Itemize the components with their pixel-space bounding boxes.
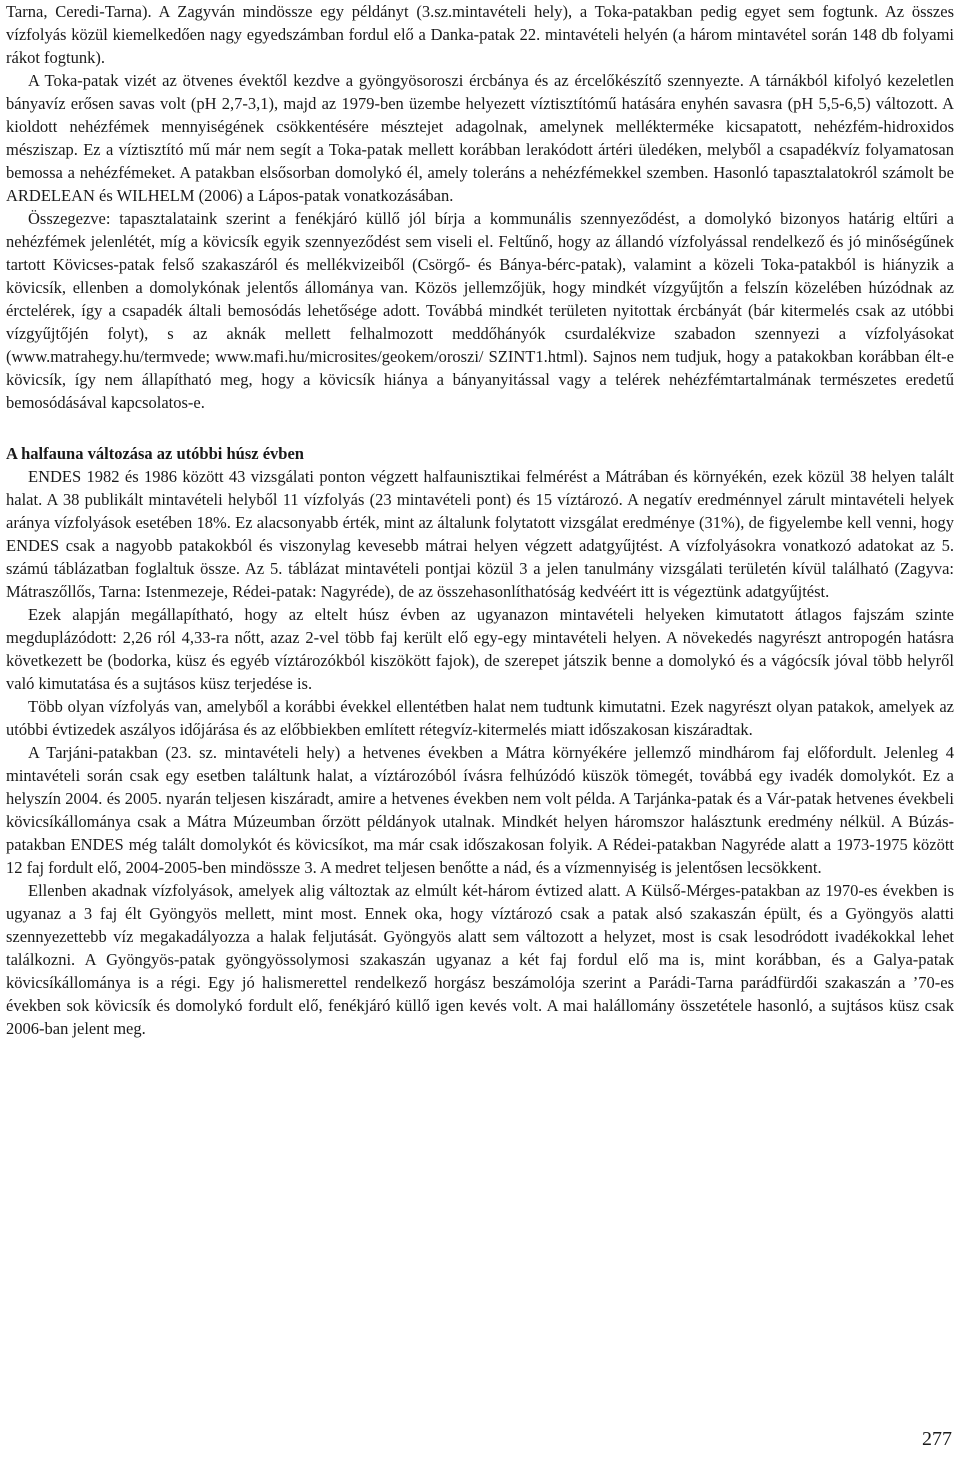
paragraph: Több olyan vízfolyás van, amelyből a korábbi évekkel ellentétben halat nem tudtunk kimutatni. Ezek nagyrészt olyan patakok, amelyek az utóbbi évtizedek aszályos időjárása és az előbbiekben említett rétegvíz-kitermelés miatt időszakosan kiszáradtak. bbox=[6, 697, 954, 739]
paragraph: Tarna, Ceredi-Tarna). A Zagyván mindössze egy példányt (3.sz.mintavételi hely), a Toka-patakban pedig egyet sem fogtunk. Az összes vízfolyás közül kiemelkedően nagy egyedszámban fordul elő a Danka-patak 22. mintavételi helyén (a három mintavétel során 148 db folyami rákot fogtunk). bbox=[6, 2, 954, 67]
paragraph: Ellenben akadnak vízfolyások, amelyek alig változtak az elmúlt két-három évtized alatt. A Külső-Mérges-patakban az 1970-es években is ugyanaz a 3 faj élt Gyöngyös mellett, mint most. Ennek oka, hogy víztározó csak a patak alsó szakaszán épült, és a Gyöngyös alatti szennyezettebb víz megakadályozza a halak feljutását. Gyöngyös alatt sem változott a helyzet, most is csak lesodródott ivadékokkal lehet találkozni. A Gyöngyös-patak gyöngyössolymosi szakaszán ugyanaz a két faj fordul elő ma is, mint korábban, és a Galya-patak kövicsíkállománya is a régi. Egy jó halismerettel rendelkező horgász beszámolója szerint a Parádi-Tarna parádfürdői szakaszán a ’70-es években sok kövicsík és domolykó fordult elő, fenékjáró küllő igen kevés volt. A mai halállomány összetétele hasonló, a sujtásos küsz csak 2006-ban jelent meg. bbox=[6, 881, 954, 1038]
paragraph: Ezek alapján megállapítható, hogy az eltelt húsz évben az ugyanazon mintavételi helyeken kimutatott átlagos fajszám szinte megduplázódott: 2,26 ról 4,33-ra nőtt, azaz 2-vel több faj került elő egy-egy mintavételi helyen. A növekedés nagyrészt antropogén hatásra következett be (bodorka, küsz és egyéb víztározókból kiszökött fajok), de szerepet játszik benne a domolykó és a vágócsík jóval több helyről való kimutatása és a sujtásos küsz terjedése is. bbox=[6, 605, 954, 693]
paragraph: A Tarjáni-patakban (23. sz. mintavételi hely) a hetvenes években a Mátra környékére jellemző mindhárom faj előfordult. Jelenleg 4 mintavételi során csak egy esetben találtunk halat, a víztározóból ívásra felhúzódó küszök tömegét, továbbá egy ivadék domolykót. Ez a helyszín 2004. és 2005. nyarán teljesen kiszáradt, amire a hetvenes években nem volt példa. A Tarjánka-patak és a Vár-patak hetvenes évekbeli kövicsíkállománya csak a Mátra Múzeumban őrzött példányok utalnak. Mindkét helyen háromszor halásztunk eredmény nélkül. A Búzás-patakban ENDES még talált domolykót és kövicsíkot, ma már csak időszakosan folyik. A Rédei-patakban Nagyréde alatt a 1973-1975 között 12 faj fordult elő, 2004-2005-ben mindössze 3. A medret teljesen benőtte a nád, és a vízmennyiség is jelentősen lecsökkent. bbox=[6, 743, 954, 877]
paragraph: A Toka-patak vizét az ötvenes évektől kezdve a gyöngyösoroszi ércbánya és az ércelőkészítő szennyezte. A tárnákból kifolyó kezeletlen bányavíz erősen savas volt (pH 2,7-3,1), majd az 1979-ben üzembe helyezett víztisztítómű hatására enyhén savasra (pH 5,5-6,5) változott. A kioldott nehézfémek mennyiségének csökkentésére mésztejet adagolnak, amelynek mellékterméke kicsapatott, nehézfém-hidroxidos mésziszap. Ez a víztisztító mű már nem segít a Toka-patak mellett korábban lerakódott ártéri üledéken, melyből a csapadékvíz folyamatosan bemossa a nehézfémeket. A patakban elsősorban domolykó él, amely toleráns a nehézfémekkel szemben. Hasonló tapasztalatokról számolt be ARDELEAN és WILHELM (2006) a Lápos-patak vonatkozásában. bbox=[6, 71, 954, 205]
page-number: 277 bbox=[922, 1428, 952, 1450]
section-heading: A halfauna változása az utóbbi húsz évben bbox=[6, 444, 304, 463]
paragraph: Összegezve: tapasztalataink szerint a fenékjáró küllő jól bírja a kommunális szennyeződést, a domolykó bizonyos határig eltűri a nehézfémek jelenlétét, míg a kövicsík egyik szennyeződést sem viseli el. Feltűnő, hogy az állandó vízfolyással rendelkező és jó minőségűnek tartott Kövicses-patak felső szakaszáról és mellékvizeiből (Csörgő- és Bánya-bérc-patak), valamint a közeli Toka-patakból is hiányzik a kövicsík, ellenben a domolykónak jelentős állománya van. Közös jellemzőjük, hogy mindkét vízgyűjtőn a felszín közelében húzódnak az érctelérek, így a csapadék általi bemosódás lehetősége adott. Továbbá mindkét területen nyitottak ércbányát (bár kitermelés csak az utóbbi vízgyűjtőjén folyt), s az aknák mellett felhalmozott meddőhányók csurdalékvize szabadon szennyezi a vízfolyásokat (www.matrahegy.hu/termvede; www.mafi.hu/microsites/geokem/oroszi/ SZINT1.html). Sajnos nem tudjuk, hogy a patakokban korábban élt-e kövicsík, így nem állapítható meg, hogy a kövicsík hiánya a bányanyitással vagy a telérek nehézfémtartalmának természetes eredetű bemosódásával kapcsolatos-e. bbox=[6, 209, 954, 412]
body-text bbox=[6, 0, 954, 1040]
paragraph: ENDES 1982 és 1986 között 43 vizsgálati ponton végzett halfaunisztikai felmérést a Mátrában és környékén, ezek közül 38 helyen talált halat. A 38 publikált mintavételi helyből 11 vízfolyás (23 mintavételi pont) és 15 víztározó. A negatív eredménnyel zárult mintavételi helyek aránya vízfolyások esetében 18%. Ez alacsonyabb érték, mint az általunk folytatott vizsgálat eredménye (31%), de figyelembe kell venni, hogy ENDES csak a nagyobb patakokból és viszonylag kevesebb mátrai helyen végzett adatgyűjtést. A vízfolyásokra vonatkozó adatokat az 5. számú táblázatban foglaltuk össze. Az 5. táblázat mintavételi pontjai közül 3 a jelen tanulmány vizsgálati területén kívül található (Zagyva: Mátraszőllős, Tarna: Istenmezeje, Rédei-patak: Nagyréde), de az összehasonlíthatóság kedvéért itt is végeztünk adatgyűjtést. bbox=[6, 467, 954, 601]
